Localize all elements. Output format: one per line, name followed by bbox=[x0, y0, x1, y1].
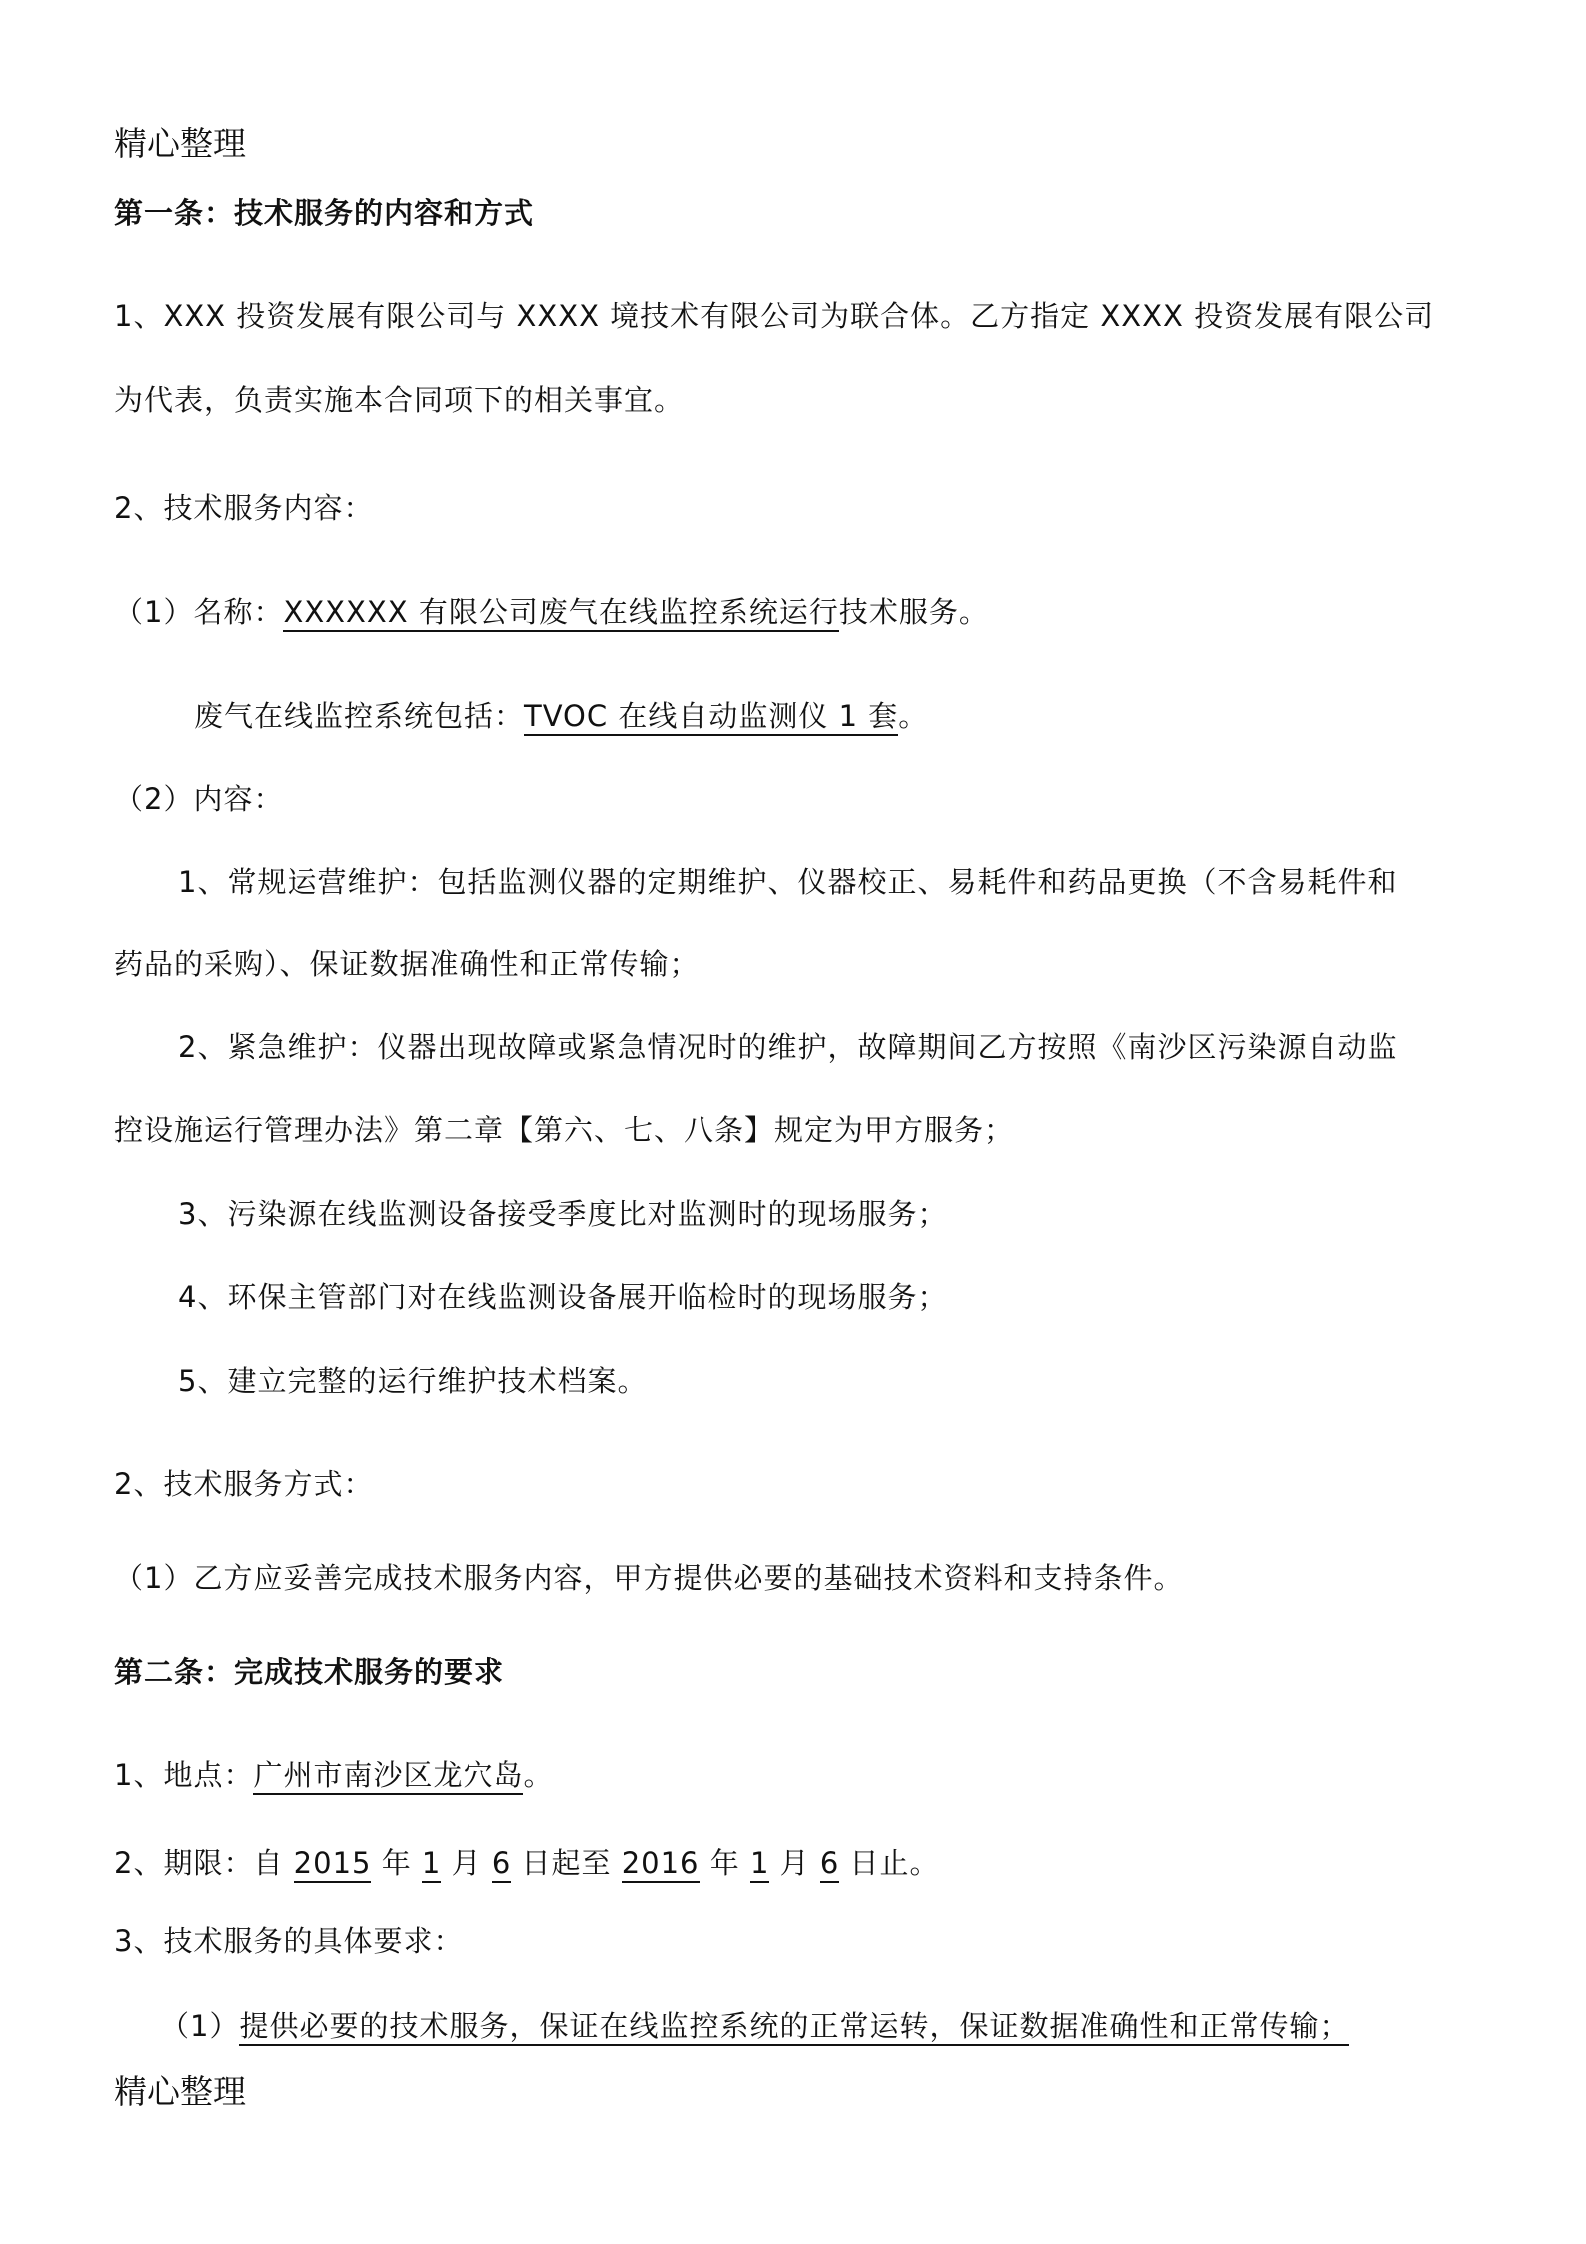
system-equipment-suffix: 。 bbox=[898, 699, 929, 733]
item-1-line-1: 1、常规运营维护：包括监测仪器的定期维护、仪器校正、易耗件和药品更换（不含易耗件和 bbox=[178, 865, 1398, 899]
section-service-method-title: 2、技术服务方式： bbox=[114, 1467, 374, 1501]
term-month-unit-1: 月 bbox=[441, 1846, 492, 1880]
term-start-day: 6 bbox=[492, 1846, 511, 1883]
service-name-line bbox=[114, 594, 989, 630]
place-label: 1、地点： bbox=[114, 1758, 254, 1792]
item-3: 3、污染源在线监测设备接受季度比对监测时的现场服务； bbox=[178, 1197, 948, 1231]
paragraph-1-line-2: 为代表，负责实施本合同项下的相关事宜。 bbox=[114, 383, 685, 417]
requirement-1-number: （1） bbox=[160, 2009, 240, 2043]
term-end-text: 日止。 bbox=[839, 1846, 940, 1880]
term-start-year: 2015 bbox=[294, 1846, 372, 1883]
system-equipment-label: 废气在线监控系统包括： bbox=[194, 699, 525, 733]
method-1: （1）乙方应妥善完成技术服务内容，甲方提供必要的基础技术资料和支持条件。 bbox=[114, 1561, 1184, 1595]
requirement-1-line bbox=[160, 2008, 1349, 2044]
service-name-suffix: 技术服务。 bbox=[838, 595, 989, 629]
content-title: （2）内容： bbox=[114, 782, 284, 816]
requirement-1-value: 提供必要的技术服务，保证在线监控系统的正常运转，保证数据准确性和正常传输； bbox=[239, 2009, 1349, 2046]
place-line bbox=[114, 1757, 553, 1793]
term-end-day: 6 bbox=[820, 1846, 839, 1883]
article-1-title: 第一条：技术服务的内容和方式 bbox=[114, 196, 535, 230]
term-line bbox=[114, 1845, 940, 1881]
item-1-line-2: 药品的采购）、保证数据准确性和正常传输； bbox=[114, 947, 700, 981]
item-2-line-1: 2、紧急维护：仪器出现故障或紧急情况时的维护，故障期间乙方按照《南沙区污染源自动监 bbox=[178, 1030, 1398, 1064]
term-end-month: 1 bbox=[750, 1846, 769, 1883]
term-year-unit-1: 年 bbox=[371, 1846, 422, 1880]
item-2-line-2: 控设施运行管理办法》第二章【第六、七、八条】规定为甲方服务； bbox=[114, 1113, 1015, 1147]
service-name-value: XXXXXX 有限公司废气在线监控系统运行 bbox=[283, 595, 838, 632]
requirements-title: 3、技术服务的具体要求： bbox=[114, 1924, 464, 1958]
page-footer: 精心整理 bbox=[114, 2072, 246, 2111]
service-name-label: （1）名称： bbox=[114, 595, 284, 629]
term-label: 2、期限：自 bbox=[114, 1846, 294, 1880]
system-equipment-line bbox=[194, 698, 928, 734]
item-5: 5、建立完整的运行维护技术档案。 bbox=[178, 1364, 648, 1398]
term-end-year: 2016 bbox=[622, 1846, 700, 1883]
term-month-unit-2: 月 bbox=[769, 1846, 820, 1880]
section-service-content-title: 2、技术服务内容： bbox=[114, 491, 374, 525]
system-equipment-value: TVOC 在线自动监测仪 1 套 bbox=[524, 699, 898, 736]
term-year-unit-2: 年 bbox=[699, 1846, 750, 1880]
term-start-month: 1 bbox=[422, 1846, 441, 1883]
paragraph-1-line-1: 1、XXX 投资发展有限公司与 XXXX 境技术有限公司为联合体。乙方指定 XXXX 投资发展有限公司 bbox=[114, 299, 1435, 333]
place-value: 广州市南沙区龙穴岛 bbox=[253, 1758, 523, 1795]
place-suffix: 。 bbox=[523, 1758, 554, 1792]
page-header: 精心整理 bbox=[114, 124, 246, 163]
term-middle: 日起至 bbox=[511, 1846, 622, 1880]
article-2-title: 第二条：完成技术服务的要求 bbox=[114, 1655, 505, 1689]
item-4: 4、环保主管部门对在线监测设备展开临检时的现场服务； bbox=[178, 1280, 948, 1314]
